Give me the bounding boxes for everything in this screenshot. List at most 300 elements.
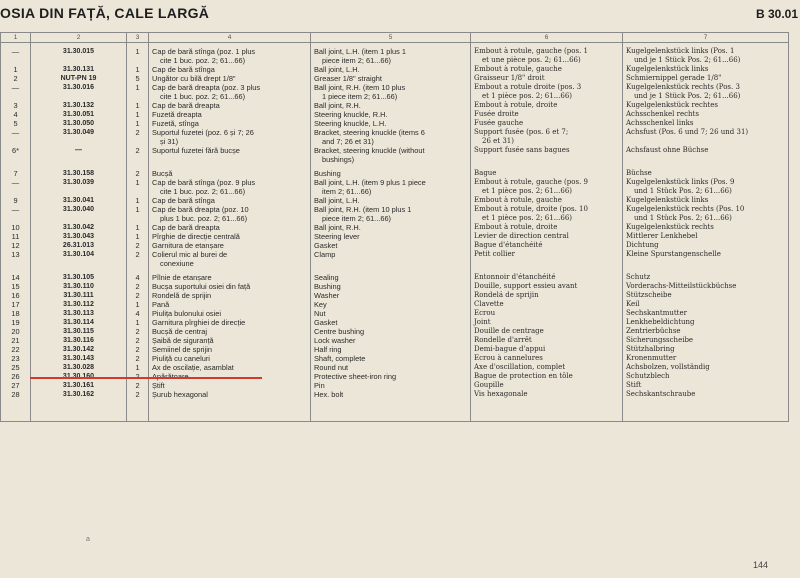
description-de-cell <box>623 309 789 318</box>
position-cell: 15 <box>1 282 31 291</box>
text-line: Petit collier <box>474 250 515 258</box>
description-de-cell <box>623 318 789 327</box>
description-ro-cell <box>149 345 311 354</box>
description-en-cell <box>311 223 471 232</box>
description-de-cell <box>623 336 789 345</box>
text-line: Achsfaust ohne Büchse <box>626 146 709 154</box>
parts-table <box>0 32 789 422</box>
table-row <box>1 74 789 83</box>
position-cell: — <box>1 83 31 101</box>
description-fr-cell <box>471 291 623 300</box>
description-en-cell <box>311 65 471 74</box>
text-line: Douille, support essieu avant <box>474 282 578 290</box>
description-fr-cell <box>471 205 623 223</box>
description-fr-cell <box>471 178 623 196</box>
position-cell: 13 <box>1 250 31 268</box>
text-line: Kugelgelenkstück rechts (Pos. 10 <box>626 205 745 213</box>
text-line: Cap de bară dreapta <box>152 223 220 232</box>
text-line: Entonnoir d'étanchéité <box>474 273 556 281</box>
column-number: 4 <box>149 33 311 43</box>
part-number-cell: 31.30.104 <box>31 250 127 268</box>
text-line: Steering knuckle, L.H. <box>314 119 387 128</box>
description-fr-cell <box>471 327 623 336</box>
stray-mark: a <box>86 536 90 543</box>
description-fr-cell <box>471 164 623 178</box>
text-line: Cap de bară dreapta (poz. 3 plus <box>152 83 261 92</box>
text-line: Steering knuckle, R.H. <box>314 110 388 119</box>
red-underline-mark <box>30 377 262 379</box>
position-cell: 23 <box>1 354 31 363</box>
text-line: Ax de oscilație, asamblat <box>152 363 234 372</box>
text-line: Ungător cu bilă drept 1/8" <box>152 74 236 83</box>
page-title: OSIA DIN FAȚĂ, CALE LARGĂ <box>0 5 210 21</box>
description-fr-cell <box>471 282 623 291</box>
table-row <box>1 354 789 363</box>
description-en-cell <box>311 178 471 196</box>
text-line: Ball joint, R.H. <box>314 223 361 232</box>
table-row <box>1 381 789 390</box>
text-line: Douille de centrage <box>474 327 544 335</box>
description-en-cell <box>311 43 471 66</box>
description-ro-cell <box>149 83 311 101</box>
text-line: and 7; 26 et 31) <box>322 137 374 146</box>
description-en-cell <box>311 318 471 327</box>
text-line: Kugelgelenkstück rechts <box>626 223 714 231</box>
part-number-cell: 31.30.160 <box>31 372 127 381</box>
text-line: Kugelgelenkstück rechts (Pos. 3 <box>626 83 740 91</box>
table-row <box>1 318 789 327</box>
description-en-cell <box>311 300 471 309</box>
text-line: Nut <box>314 309 326 318</box>
description-de-cell <box>623 119 789 128</box>
text-line: et 1 pièce pos. 2; 61...66) <box>482 92 573 100</box>
description-ro-cell <box>149 164 311 178</box>
description-fr-cell <box>471 83 623 101</box>
text-line: Apărătoare <box>152 372 189 381</box>
column-number: 3 <box>127 33 149 43</box>
text-line: Gasket <box>314 241 338 250</box>
text-line: Bushing <box>314 282 341 291</box>
description-de-cell <box>623 291 789 300</box>
part-number-cell: 31.30.043 <box>31 232 127 241</box>
text-line: Bucșa suportului osiei din față <box>152 282 251 291</box>
description-ro-cell <box>149 110 311 119</box>
text-line: Pană <box>152 300 170 309</box>
text-line: Support fusée (pos. 6 et 7; <box>474 128 569 136</box>
table-row <box>1 119 789 128</box>
position-cell: 25 <box>1 363 31 372</box>
quantity-cell: 2 <box>127 372 149 381</box>
text-line: cite 1 buc. poz. 2; 61...66) <box>160 187 246 196</box>
description-fr-cell <box>471 128 623 146</box>
description-fr-cell <box>471 354 623 363</box>
description-ro-cell <box>149 146 311 164</box>
part-number-cell: 31.30.049 <box>31 128 127 146</box>
quantity-cell: 1 <box>127 223 149 232</box>
table-row <box>1 146 789 164</box>
position-cell: 26 <box>1 372 31 381</box>
description-fr-cell <box>471 146 623 164</box>
text-line: 26 et 31) <box>482 137 514 145</box>
description-ro-cell <box>149 101 311 110</box>
description-ro-cell <box>149 232 311 241</box>
text-line: Rondelle d'arrêt <box>474 336 532 344</box>
part-number-cell: 31.30.050 <box>31 119 127 128</box>
text-line: Schutzblech <box>626 372 670 380</box>
text-line: Stützhalbring <box>626 345 675 353</box>
description-de-cell <box>623 363 789 372</box>
description-en-cell <box>311 74 471 83</box>
table-row <box>1 164 789 178</box>
description-ro-cell <box>149 43 311 66</box>
part-number-cell: 31.30.051 <box>31 110 127 119</box>
quantity-cell: 1 <box>127 101 149 110</box>
description-fr-cell <box>471 381 623 390</box>
text-line: Sechskantmutter <box>626 309 687 317</box>
table-row <box>1 83 789 101</box>
position-cell: — <box>1 178 31 196</box>
text-line: Greaser 1/8" straight <box>314 74 382 83</box>
table-row <box>1 232 789 241</box>
text-line: Clamp <box>314 250 336 259</box>
description-fr-cell <box>471 390 623 422</box>
text-line: und je 1 Stück Pos. 2; 61...66) <box>634 56 741 64</box>
table-row <box>1 336 789 345</box>
text-line: und je 1 Stück Pos. 2; 61...66) <box>634 92 741 100</box>
part-number-cell: 31.30.131 <box>31 65 127 74</box>
position-cell: 19 <box>1 318 31 327</box>
description-fr-cell <box>471 196 623 205</box>
text-line: Axe d'oscillation, complet <box>474 363 566 371</box>
text-line: Achsschenkel rechts <box>626 110 699 118</box>
description-en-cell <box>311 372 471 381</box>
position-cell: 12 <box>1 241 31 250</box>
text-line: Pin <box>314 381 325 390</box>
text-line: Ball joint, L.H. (item 9 plus 1 piece <box>314 178 426 187</box>
text-line: Kugelgelenkstück links (Pos. 9 <box>626 178 735 186</box>
column-number-header <box>1 33 789 43</box>
text-line: Graisseur 1/8" droit <box>474 74 545 82</box>
text-line: Rondelă de sprijin <box>152 291 212 300</box>
text-line: Half ring <box>314 345 342 354</box>
part-number-cell: 31.30.158 <box>31 164 127 178</box>
description-ro-cell <box>149 205 311 223</box>
description-ro-cell <box>149 327 311 336</box>
description-fr-cell <box>471 101 623 110</box>
position-cell: 16 <box>1 291 31 300</box>
part-number-cell: 31.30.132 <box>31 101 127 110</box>
table-row <box>1 178 789 196</box>
description-en-cell <box>311 345 471 354</box>
text-line: Keil <box>626 300 640 308</box>
description-ro-cell <box>149 241 311 250</box>
part-number-cell: 31.30.114 <box>31 318 127 327</box>
position-cell: 21 <box>1 336 31 345</box>
description-en-cell <box>311 241 471 250</box>
description-ro-cell <box>149 196 311 205</box>
description-de-cell <box>623 178 789 196</box>
text-line: Lock washer <box>314 336 356 345</box>
text-line: Stift <box>626 381 642 389</box>
text-line: Ball joint, L.H. (item 1 plus 1 <box>314 47 407 56</box>
text-line: Embout à rotule, gauche (pos. 1 <box>474 47 588 55</box>
description-fr-cell <box>471 336 623 345</box>
description-fr-cell <box>471 345 623 354</box>
description-ro-cell <box>149 223 311 232</box>
table-row <box>1 390 789 422</box>
text-line: Kugelgelenkstück links <box>626 65 709 73</box>
position-cell: — <box>1 128 31 146</box>
text-line: Gasket <box>314 318 338 327</box>
part-number-cell: 31.30.040 <box>31 205 127 223</box>
quantity-cell: 2 <box>127 241 149 250</box>
description-de-cell <box>623 354 789 363</box>
part-number-cell: 31.30.041 <box>31 196 127 205</box>
quantity-cell: 1 <box>127 178 149 196</box>
text-line: Key <box>314 300 327 309</box>
quantity-cell: 1 <box>127 205 149 223</box>
description-de-cell <box>623 110 789 119</box>
text-line: Pîrghie de direcție centrală <box>152 232 240 241</box>
text-line: Hex. bolt <box>314 390 344 399</box>
table-row <box>1 101 789 110</box>
part-number-cell: 31.30.116 <box>31 336 127 345</box>
column-number: 6 <box>471 33 623 43</box>
description-en-cell <box>311 101 471 110</box>
description-fr-cell <box>471 309 623 318</box>
text-line: Pîlnie de etanșare <box>152 273 212 282</box>
description-en-cell <box>311 83 471 101</box>
description-fr-cell <box>471 43 623 66</box>
description-de-cell <box>623 43 789 66</box>
text-line: Embout à rotule, droite (pos. 10 <box>474 205 588 213</box>
text-line: Suportul fuzetei (poz. 6 și 7; 26 <box>152 128 254 137</box>
description-fr-cell <box>471 318 623 327</box>
text-line: Centre bushing <box>314 327 365 336</box>
part-number-cell: 31.30.162 <box>31 390 127 422</box>
text-line: Bracket, steering knuckle (without <box>314 146 425 155</box>
text-line: Cap de bară stînga <box>152 65 215 74</box>
position-cell: 5 <box>1 119 31 128</box>
text-line: Garnitura de etanșare <box>152 241 224 250</box>
text-line: Știft <box>152 381 165 390</box>
text-line: cite 1 buc. poz. 2; 61...66) <box>160 56 246 65</box>
position-cell: 18 <box>1 309 31 318</box>
part-number-cell: — <box>31 146 127 164</box>
part-number-cell: NUT-PN 19 <box>31 74 127 83</box>
text-line: Levier de direction central <box>474 232 569 240</box>
description-ro-cell <box>149 119 311 128</box>
quantity-cell: 2 <box>127 390 149 422</box>
description-ro-cell <box>149 363 311 372</box>
text-line: Achsbolzen, vollständig <box>626 363 710 371</box>
description-fr-cell <box>471 74 623 83</box>
text-line: și 31) <box>160 137 179 146</box>
text-line: Demi-bague d'appui <box>474 345 546 353</box>
text-line: et 1 pièce pos. 2; 61...66) <box>482 187 573 195</box>
quantity-cell: 4 <box>127 268 149 282</box>
text-line: Ball joint, R.H. (item 10 plus <box>314 83 406 92</box>
text-line: und 1 Stück Pos. 2; 61...66) <box>634 214 732 222</box>
description-ro-cell <box>149 65 311 74</box>
text-line: Kugelgelenkstück rechtes <box>626 101 718 109</box>
quantity-cell: 1 <box>127 119 149 128</box>
quantity-cell: 2 <box>127 336 149 345</box>
text-line: Embout à rotule, gauche <box>474 196 562 204</box>
text-line: Schmiernippel gerade 1/8" <box>626 74 722 82</box>
part-number-cell: 31.30.111 <box>31 291 127 300</box>
text-line: Cap de bară stînga <box>152 196 215 205</box>
quantity-cell: 2 <box>127 291 149 300</box>
text-line: Steering lever <box>314 232 360 241</box>
part-number-cell: 31.30.042 <box>31 223 127 232</box>
description-de-cell <box>623 65 789 74</box>
position-cell: — <box>1 43 31 66</box>
description-en-cell <box>311 363 471 372</box>
text-line: item 2; 61...66) <box>322 187 372 196</box>
table-row <box>1 128 789 146</box>
text-line: Embout a rotule droite (pos. 3 <box>474 83 582 91</box>
description-de-cell <box>623 164 789 178</box>
description-en-cell <box>311 381 471 390</box>
quantity-cell: 1 <box>127 300 149 309</box>
position-cell: 20 <box>1 327 31 336</box>
description-ro-cell <box>149 74 311 83</box>
column-number: 1 <box>1 33 31 43</box>
table-row <box>1 291 789 300</box>
text-line: Mittlerer Lenkhebel <box>626 232 698 240</box>
description-ro-cell <box>149 268 311 282</box>
description-ro-cell <box>149 354 311 363</box>
description-ro-cell <box>149 178 311 196</box>
part-number-cell: 31.30.143 <box>31 354 127 363</box>
text-line: Cap de bară dreapta <box>152 101 220 110</box>
text-line: Zentrierbüchse <box>626 327 681 335</box>
quantity-cell: 2 <box>127 146 149 164</box>
text-line: Vis hexagonale <box>474 390 528 398</box>
quantity-cell: 4 <box>127 309 149 318</box>
position-cell: 11 <box>1 232 31 241</box>
text-line: Embout à rotule, gauche (pos. 9 <box>474 178 588 186</box>
part-number-cell: 31.30.161 <box>31 381 127 390</box>
table-row <box>1 223 789 232</box>
text-line: Sicherungsscheibe <box>626 336 694 344</box>
description-ro-cell <box>149 390 311 422</box>
text-line: Ball joint, L.H. <box>314 65 360 74</box>
description-en-cell <box>311 309 471 318</box>
part-number-cell: 31.30.110 <box>31 282 127 291</box>
text-line: Bague d'étanchéité <box>474 241 543 249</box>
description-ro-cell <box>149 128 311 146</box>
description-de-cell <box>623 74 789 83</box>
text-line: Büchse <box>626 169 652 177</box>
description-ro-cell <box>149 381 311 390</box>
description-ro-cell <box>149 309 311 318</box>
text-line: Piuliță cu caneluri <box>152 354 210 363</box>
table-row <box>1 65 789 74</box>
text-line: Ecrou à cannelures <box>474 354 543 362</box>
quantity-cell: 1 <box>127 196 149 205</box>
description-en-cell <box>311 128 471 146</box>
description-de-cell <box>623 390 789 422</box>
text-line: Joint <box>474 318 491 326</box>
text-line: Sechskantschraube <box>626 390 696 398</box>
text-line: conexiune <box>160 259 194 268</box>
description-en-cell <box>311 205 471 223</box>
quantity-cell: 1 <box>127 43 149 66</box>
text-line: und 1 Stück Pos. 2; 61...66) <box>634 187 732 195</box>
part-number-cell: 31.30.115 <box>31 327 127 336</box>
text-line: Bushing <box>314 169 341 178</box>
description-en-cell <box>311 282 471 291</box>
description-de-cell <box>623 196 789 205</box>
text-line: piece item 2; 61...66) <box>322 56 392 65</box>
page-code: B 30.01 <box>755 7 798 21</box>
text-line: Cap de bară dreapta (poz. 10 <box>152 205 249 214</box>
text-line: Fuzetă, stînga <box>152 119 199 128</box>
text-line: Fuzetă dreapta <box>152 110 202 119</box>
description-ro-cell <box>149 250 311 268</box>
table-row <box>1 250 789 268</box>
quantity-cell: 1 <box>127 232 149 241</box>
text-line: Bague <box>474 169 497 177</box>
table-row <box>1 345 789 354</box>
quantity-cell: 5 <box>127 74 149 83</box>
text-line: Șurub hexagonal <box>152 390 208 399</box>
text-line: Garnitura pîrghiei de direcție <box>152 318 246 327</box>
description-en-cell <box>311 327 471 336</box>
description-fr-cell <box>471 372 623 381</box>
quantity-cell: 2 <box>127 327 149 336</box>
part-number-cell: 31.30.016 <box>31 83 127 101</box>
text-line: Clavette <box>474 300 504 308</box>
table-row <box>1 43 789 66</box>
table-row <box>1 196 789 205</box>
position-cell: 14 <box>1 268 31 282</box>
text-line: Semiinel de sprijin <box>152 345 212 354</box>
description-fr-cell <box>471 232 623 241</box>
table-row <box>1 300 789 309</box>
position-cell: 10 <box>1 223 31 232</box>
text-line: Kugelgelenkstück links <box>626 196 709 204</box>
text-line: 1 piece item 2; 61...66) <box>322 92 398 101</box>
description-fr-cell <box>471 65 623 74</box>
text-line: Șaibă de siguranță <box>152 336 214 345</box>
text-line: Washer <box>314 291 340 300</box>
table-row <box>1 241 789 250</box>
position-cell: 27 <box>1 381 31 390</box>
text-line: Bracket, steering knuckle (items 6 <box>314 128 425 137</box>
quantity-cell: 2 <box>127 128 149 146</box>
text-line: Bague de protection en tôle <box>474 372 573 380</box>
text-line: et 1 pièce pos. 2; 61...66) <box>482 214 573 222</box>
text-line: Embout à rotule, gauche <box>474 65 562 73</box>
description-en-cell <box>311 268 471 282</box>
text-line: Ball joint, L.H. <box>314 196 360 205</box>
text-line: Embout à rotule, droite <box>474 223 558 231</box>
position-cell: 28 <box>1 390 31 422</box>
quantity-cell: 2 <box>127 354 149 363</box>
description-de-cell <box>623 146 789 164</box>
text-line: Colierul mic al burei de <box>152 250 228 259</box>
page-number: 144 <box>752 560 768 570</box>
text-line: Lenkhebeldichtung <box>626 318 695 326</box>
text-line: Shaft, complete <box>314 354 366 363</box>
description-en-cell <box>311 232 471 241</box>
description-en-cell <box>311 164 471 178</box>
position-cell: — <box>1 205 31 223</box>
description-ro-cell <box>149 336 311 345</box>
